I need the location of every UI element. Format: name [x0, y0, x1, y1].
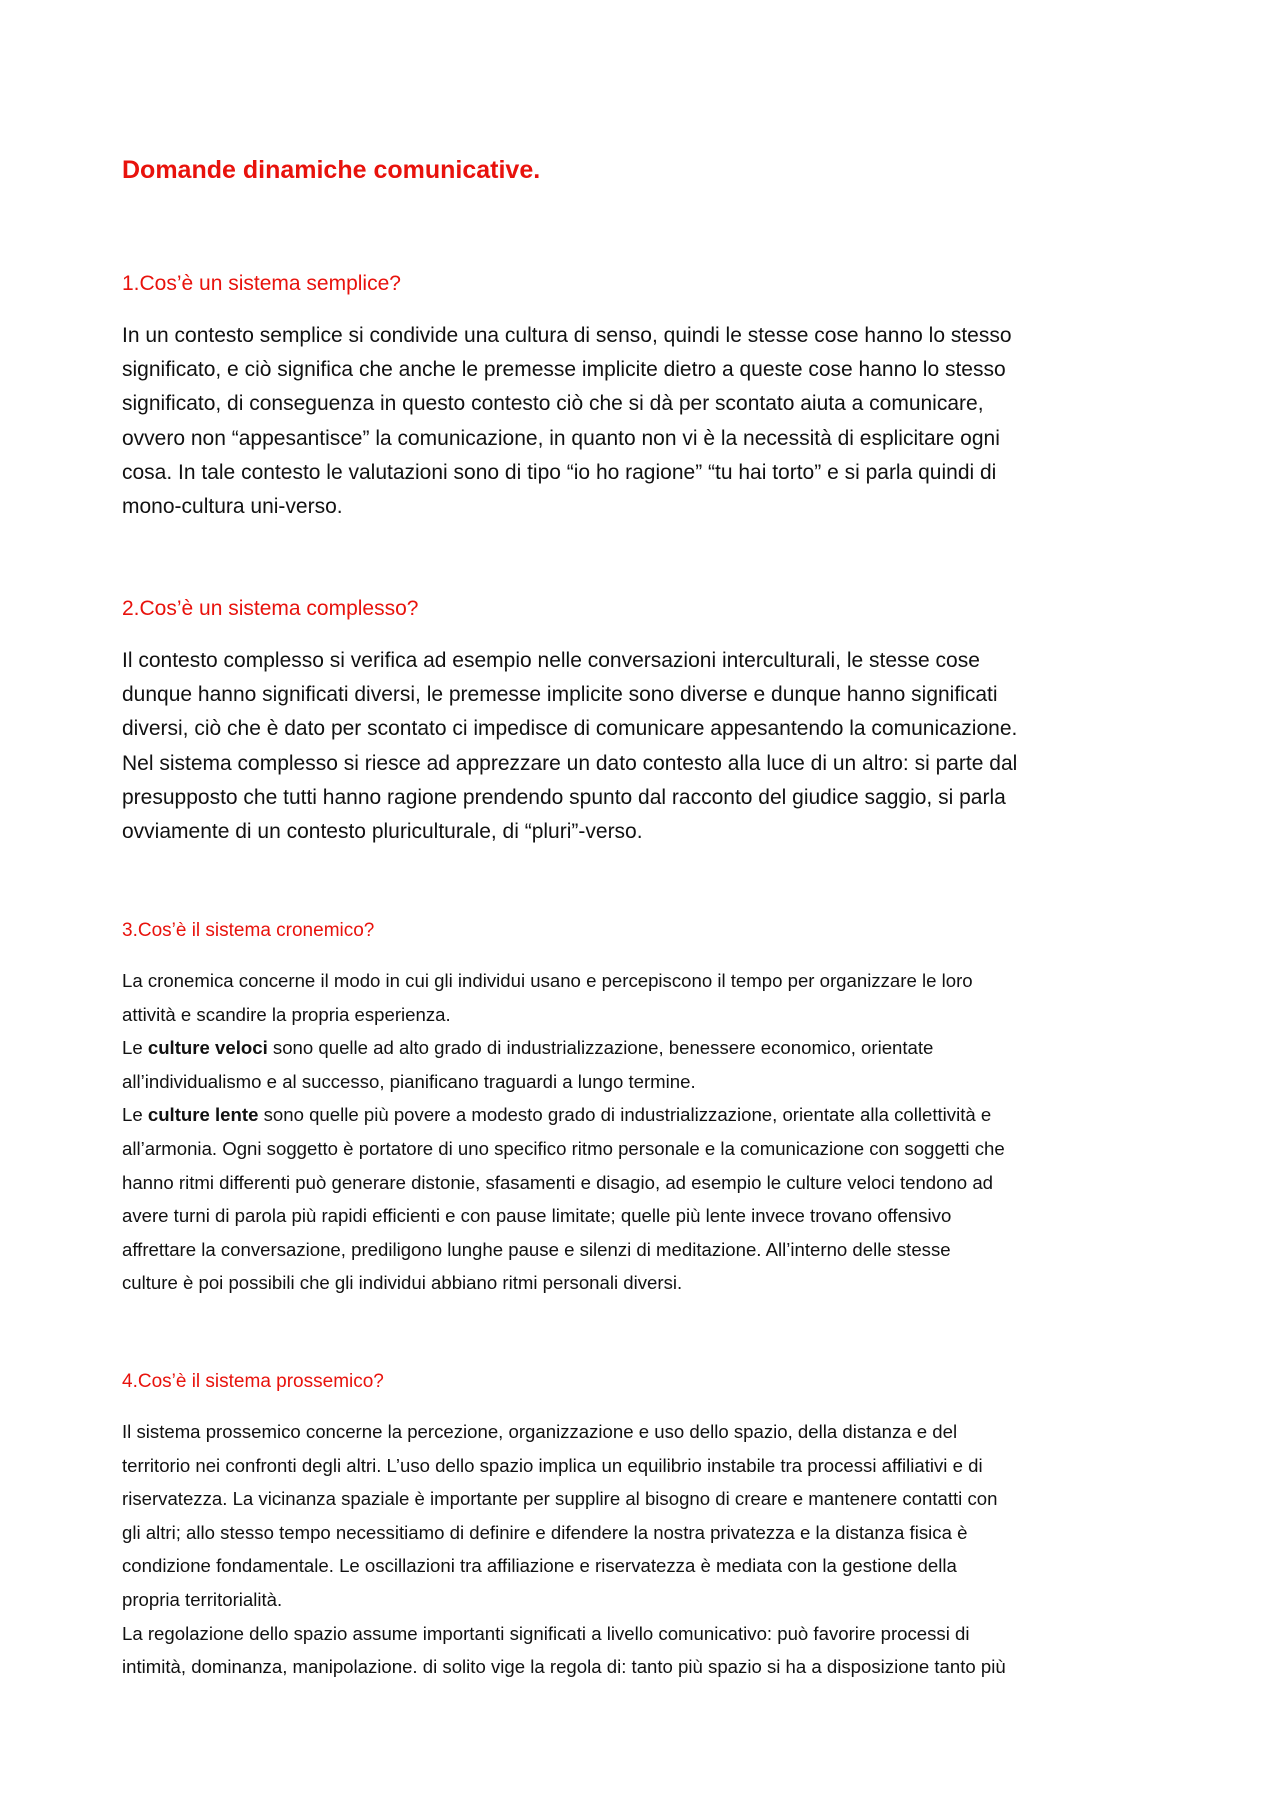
text-line: diversi, ciò che è dato per scontato ci impedisce di comunicare appesantendo la comunicazione. — [122, 717, 1018, 741]
section-1-heading: 1.Cos’è un sistema semplice? — [122, 272, 401, 295]
text-line: gli altri; allo stesso tempo necessitiamo di definire e difendere la nostra privatezza e la distanza fisica è — [122, 1521, 968, 1543]
text-line: Il sistema prossemico concerne la percezione, organizzazione e uso dello spazio, della distanza e del — [122, 1421, 958, 1442]
text-line-veloci — [122, 1031, 1167, 1065]
text-fragment: sono quelle più povere a modesto grado di industrializzazione, orientate alla collettività e — [258, 1104, 992, 1126]
text-line: ovvero non “appesantisce” la comunicazione, in quanto non vi è la necessità di esplicitare ogni — [122, 426, 1000, 450]
section-2-heading: 2.Cos’è un sistema complesso? — [122, 597, 419, 620]
text-line: riservatezza. La vicinanza spaziale è importante per supplire al bisogno di creare e mantenere contatti con — [122, 1488, 998, 1510]
section-1-paragraph — [122, 319, 1167, 524]
text-fragment: Le — [122, 1037, 148, 1059]
text-fragment: sono quelle ad alto grado di industrializzazione, benessere economico, orientate — [267, 1037, 934, 1059]
text-line: Il contesto complesso si verifica ad esempio nelle conversazioni interculturali, le stesse cose — [122, 649, 980, 672]
text-line: La regolazione dello spazio assume importanti significati a livello comunicativo: può favorire processi di — [122, 1622, 970, 1644]
section-3-paragraph — [122, 964, 1167, 1300]
text-line: all’armonia. Ogni soggetto è portatore di uno specifico ritmo personale e la comunicazione con soggetti che — [122, 1137, 1005, 1159]
text-line: intimità, dominanza, manipolazione. di solito vige la regola di: tanto più spazio si ha a disposizione tanto più — [122, 1656, 1006, 1678]
text-line-lente — [122, 1098, 1167, 1132]
text-line: cosa. In tale contesto le valutazioni sono di tipo “io ho ragione” “tu hai torto” e si parla quindi di — [122, 460, 997, 484]
text-line: all’individualismo e al successo, pianificano traguardi a lungo termine. — [122, 1070, 696, 1092]
section-4-paragraph — [122, 1415, 1167, 1684]
text-line: Nel sistema complesso si riesce ad apprezzare un dato contesto alla luce di un altro: si parte dal — [122, 751, 1018, 775]
document-title: Domande dinamiche comunicative. — [122, 156, 541, 184]
text-line: ovviamente di un contesto pluriculturale, di “pluri”-verso. — [122, 820, 643, 844]
text-line: hanno ritmi differenti può generare distonie, sfasamenti e disagio, ad esempio le culture veloci tendono ad — [122, 1171, 994, 1193]
bold-term-culture-lente: culture lente — [147, 1104, 259, 1126]
text-line: In un contesto semplice si condivide una cultura di senso, quindi le stesse cose hanno lo stesso — [122, 324, 1012, 347]
text-line: territorio nei confronti degli altri. L’uso dello spazio implica un equilibrio instabile tra processi affiliativi e di — [122, 1454, 983, 1476]
text-fragment: Le — [122, 1104, 148, 1126]
text-line: significato, e ciò significa che anche le premesse implicite dietro a queste cose hanno lo stesso — [122, 358, 1006, 382]
text-line: propria territorialità. — [122, 1588, 283, 1610]
text-line: La cronemica concerne il modo in cui gli individui usano e percepiscono il tempo per organizzare le loro — [122, 970, 973, 991]
text-line: attività e scandire la propria esperienza. — [122, 1003, 451, 1025]
text-line: dunque hanno significati diversi, le premesse implicite sono diverse e dunque hanno significati — [122, 683, 998, 707]
section-4-heading: 4.Cos’è il sistema prossemico? — [122, 1371, 384, 1392]
text-line: condizione fondamentale. Le oscillazioni tra affiliazione e riservatezza è mediata con la gestione della — [122, 1555, 957, 1577]
section-3-heading: 3.Cos’è il sistema cronemico? — [122, 920, 375, 941]
text-line: affrettare la conversazione, prediligono lunghe pause e silenzi di meditazione. All’interno delle stesse — [122, 1238, 951, 1260]
text-line: significato, di conseguenza in questo contesto ciò che si dà per scontato aiuta a comunicare, — [122, 392, 984, 416]
section-2-paragraph — [122, 644, 1167, 849]
text-line: presupposto che tutti hanno ragione prendendo spunto dal racconto del giudice saggio, si parla — [122, 785, 1006, 809]
bold-term-culture-veloci: culture veloci — [147, 1037, 268, 1059]
text-line: culture è poi possibili che gli individui abbiano ritmi personali diversi. — [122, 1272, 683, 1294]
text-line: avere turni di parola più rapidi efficienti e con pause limitate; quelle più lente invece trovano offensivo — [122, 1205, 952, 1227]
text-line: mono-cultura uni-verso. — [122, 495, 343, 519]
